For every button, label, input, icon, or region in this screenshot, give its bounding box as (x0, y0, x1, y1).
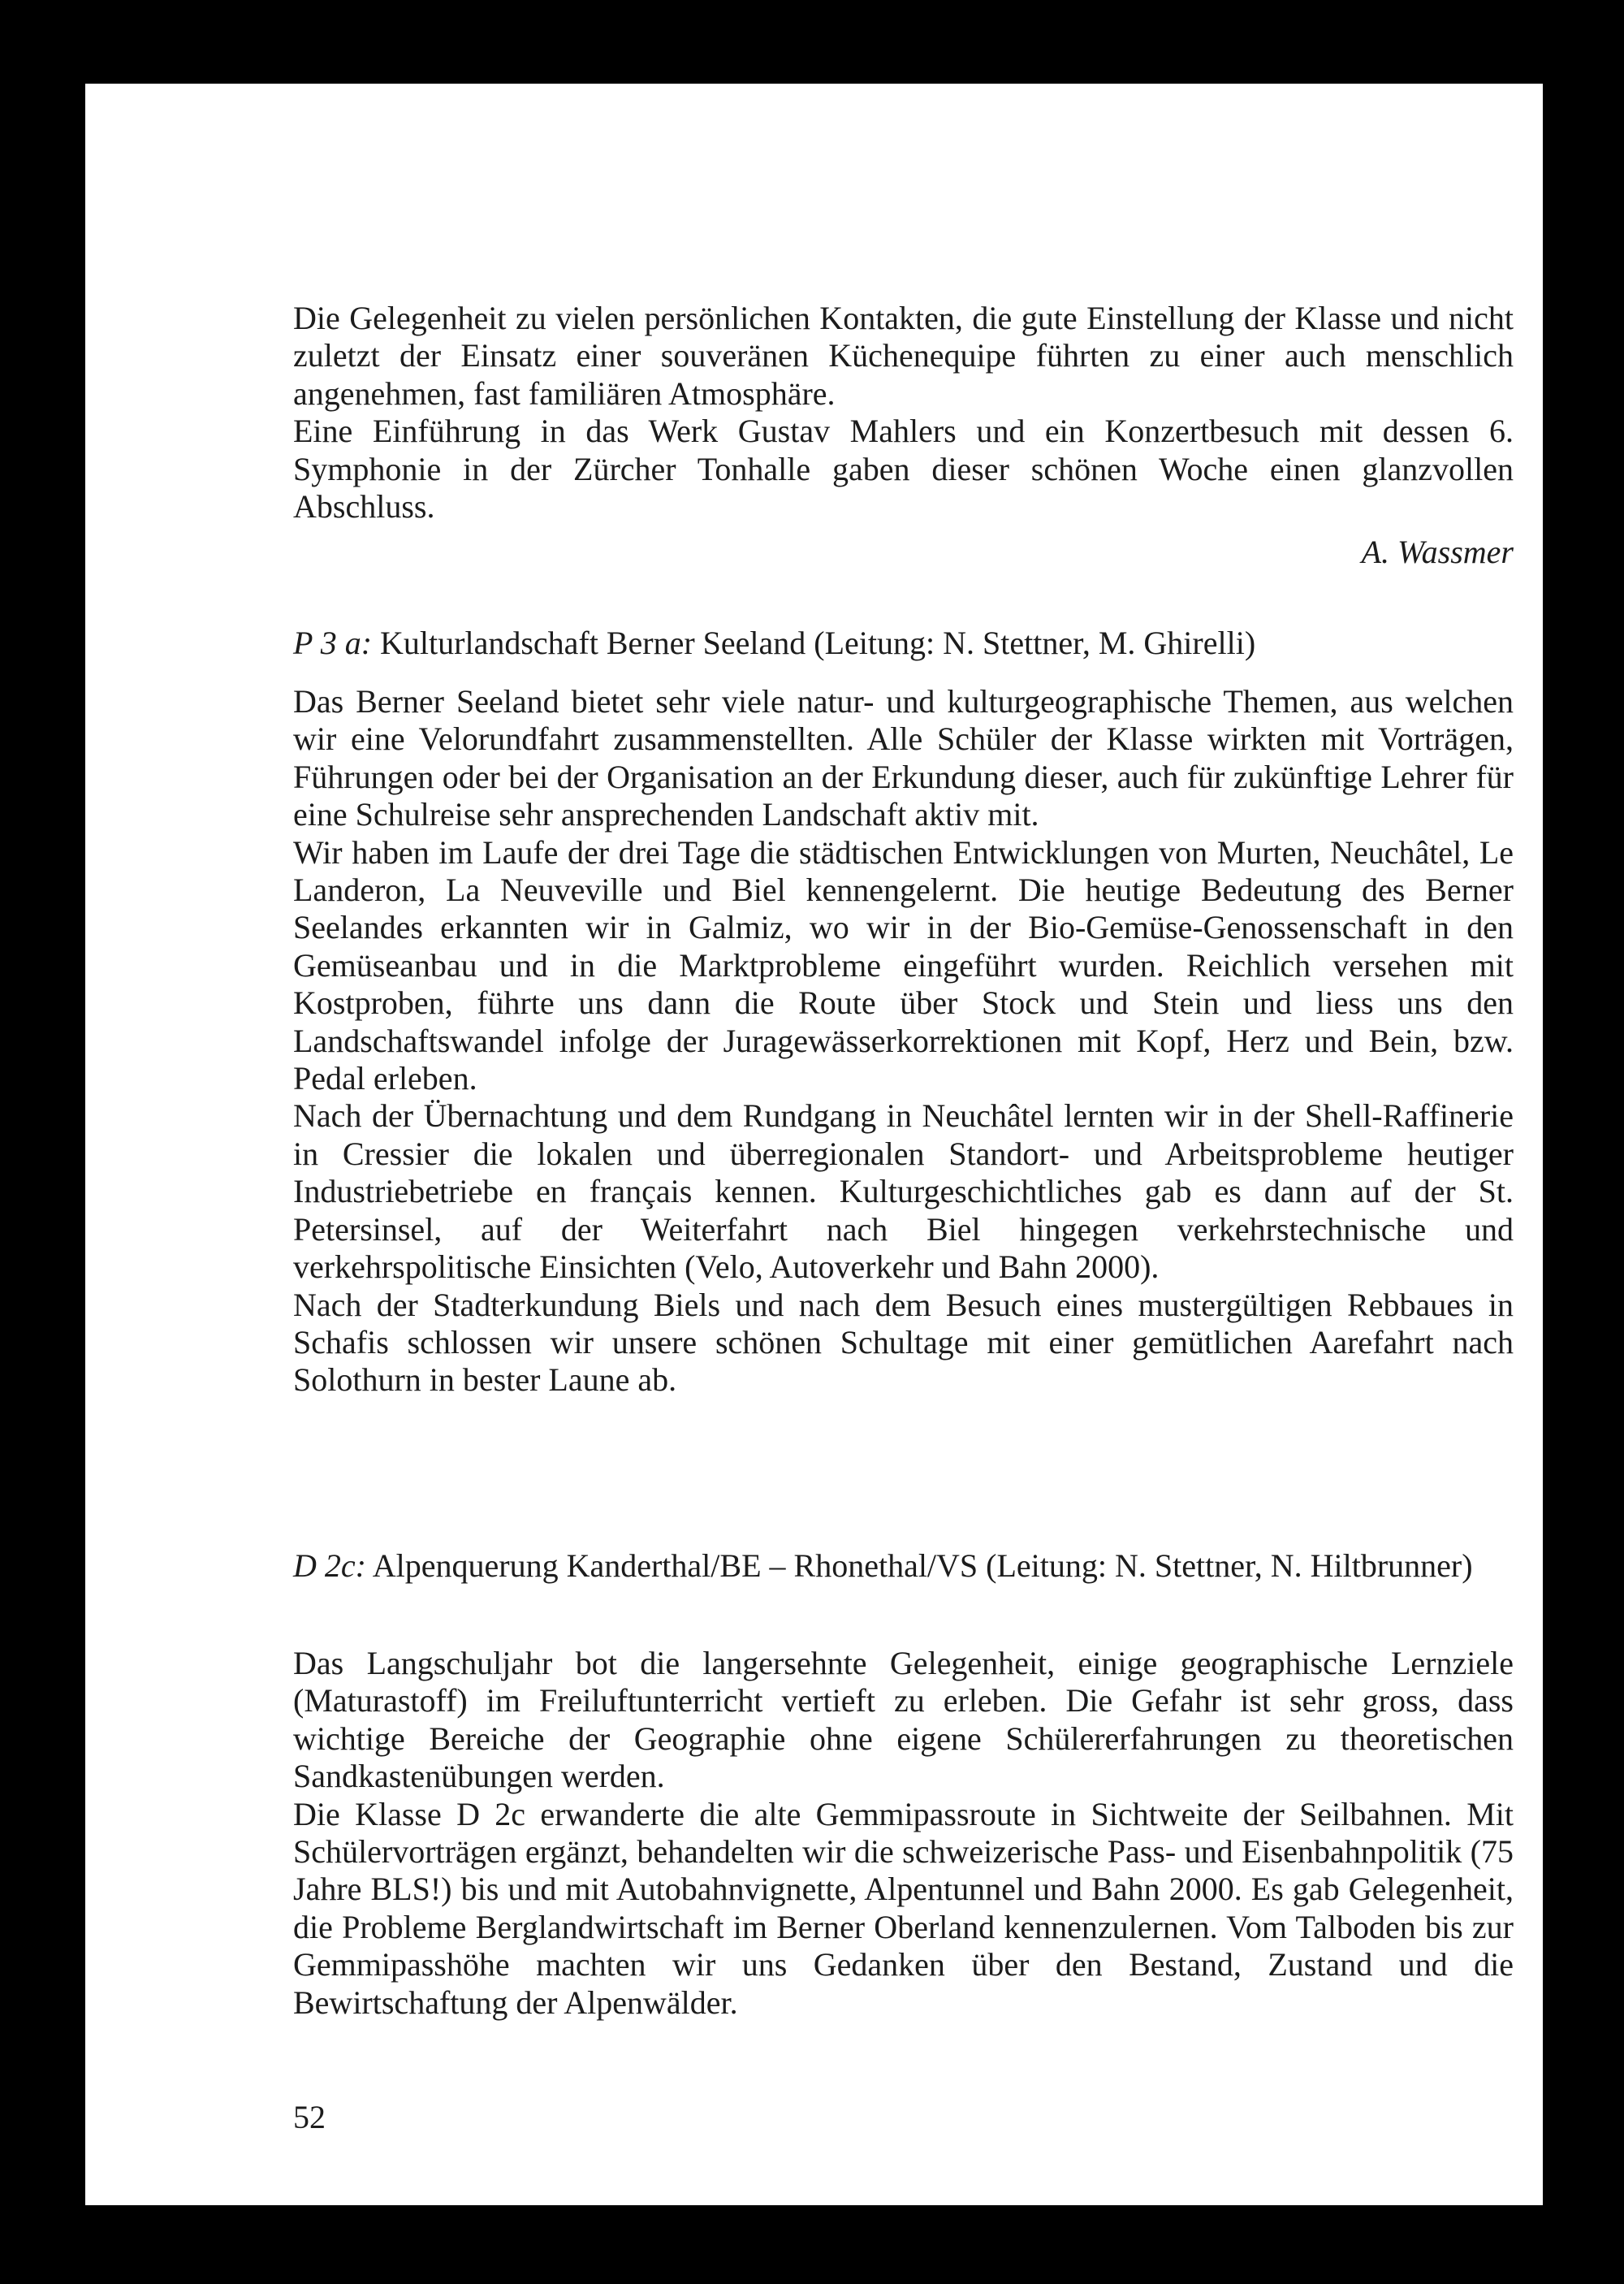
body-paragraph: Die Klasse D 2c erwanderte die alte Gemmipassroute in Sichtweite der Seilbahnen. Mit Schülervorträgen ergänzt, behandelten wir die schweizerische Pass- und Eisenbahnpolitik (75 Jahre BLS!) bis und mit Autobahnvignette, Alpentunnel und Bahn 2000. Es gab Gelegenheit, die Probleme Berglandwirtschaft im Berner Oberland kennenzulernen. Vom Talboden bis zur Gemmipasshöhe machten wir uns Gedanken über den Bestand, Zustand und die Bewirtschaftung der Alpenwälder. (293, 1795, 1514, 2021)
page-number: 52 (293, 2099, 326, 2135)
section-code: P 3 a: (293, 625, 373, 661)
section-heading-d2c (293, 1547, 1514, 1585)
body-paragraph: Das Berner Seeland bietet sehr viele natur- und kulturgeographische Themen, aus welchen wir eine Velorundfahrt zusammenstellten. Alle Schüler der Klasse wirkten mit Vorträgen, Führungen oder bei der Organisation an der Erkundung dieser, auch für zukünftige Lehrer für eine Schulreise sehr ansprechenden Landschaft aktiv mit. (293, 683, 1514, 833)
intro-paragraph: Die Gelegenheit zu vielen persönlichen Kontakten, die gute Einstellung der Klasse und nicht zuletzt der Einsatz einer souveränen Küchenequipe führten zu einer auch menschlich angenehmen, fast familiären Atmosphäre. (293, 300, 1514, 412)
body-paragraph: Nach der Übernachtung und dem Rundgang in Neuchâtel lernten wir in der Shell-Raffinerie in Cressier die lokalen und überregionalen Standort- und Arbeitsprobleme heutiger Industriebetriebe en français kennen. Kulturgeschichtliches gab es dann auf der St. Petersinsel, auf der Weiterfahrt nach Biel hingegen verkehrstechnische und verkehrspolitische Einsichten (Velo, Autoverkehr und Bahn 2000). (293, 1097, 1514, 1286)
section-body-d2c (293, 1645, 1514, 2022)
section-code: D 2c: (293, 1547, 366, 1584)
author-signature: A. Wassmer (1361, 534, 1514, 570)
body-paragraph: Nach der Stadterkundung Biels und nach dem Besuch eines mustergültigen Rebbaues in Schafis schlossen wir unsere schönen Schultage mit einer gemütlichen Aarefahrt nach Solothurn in bester Laune ab. (293, 1286, 1514, 1399)
intro-paragraph: Eine Einführung in das Werk Gustav Mahlers und ein Konzertbesuch mit dessen 6. Symphonie in der Zürcher Tonhalle gaben dieser schönen Woche einen glanzvollen Abschluss. (293, 413, 1514, 526)
section-title: Alpenquerung Kanderthal/BE – Rhonethal/VS (Leitung: N. Stettner, N. Hiltbrunner) (372, 1547, 1473, 1584)
intro-block (293, 300, 1514, 2021)
document-page (85, 84, 1543, 2205)
section-title: Kulturlandschaft Berner Seeland (Leitung: N. Stettner, M. Ghirelli) (380, 625, 1256, 661)
section-body-p3a (293, 683, 1514, 1399)
section-heading-p3a (293, 625, 1255, 662)
body-paragraph: Das Langschuljahr bot die langersehnte Gelegenheit, einige geographische Lernziele (Maturastoff) im Freiluftunterricht vertieft zu erleben. Die Gefahr ist sehr gross, dass wichtige Bereiche der Geographie ohne eigene Schülererfahrungen zu theoretischen Sandkastenübungen werden. (293, 1645, 1514, 1795)
body-paragraph: Wir haben im Laufe der drei Tage die städtischen Entwicklungen von Murten, Neuchâtel, Le Landeron, La Neuveville und Biel kennengelernt. Die heutige Bedeutung des Berner Seelandes erkannten wir in Galmiz, wo wir in der Bio-Gemüse-Genossenschaft in den Gemüseanbau und in die Marktprobleme eingeführt wurden. Reichlich versehen mit Kostproben, führte uns dann die Route über Stock und Stein und liess uns den Landschaftswandel infolge der Juragewässerkorrektionen mit Kopf, Herz und Bein, bzw. Pedal erleben. (293, 833, 1514, 1097)
